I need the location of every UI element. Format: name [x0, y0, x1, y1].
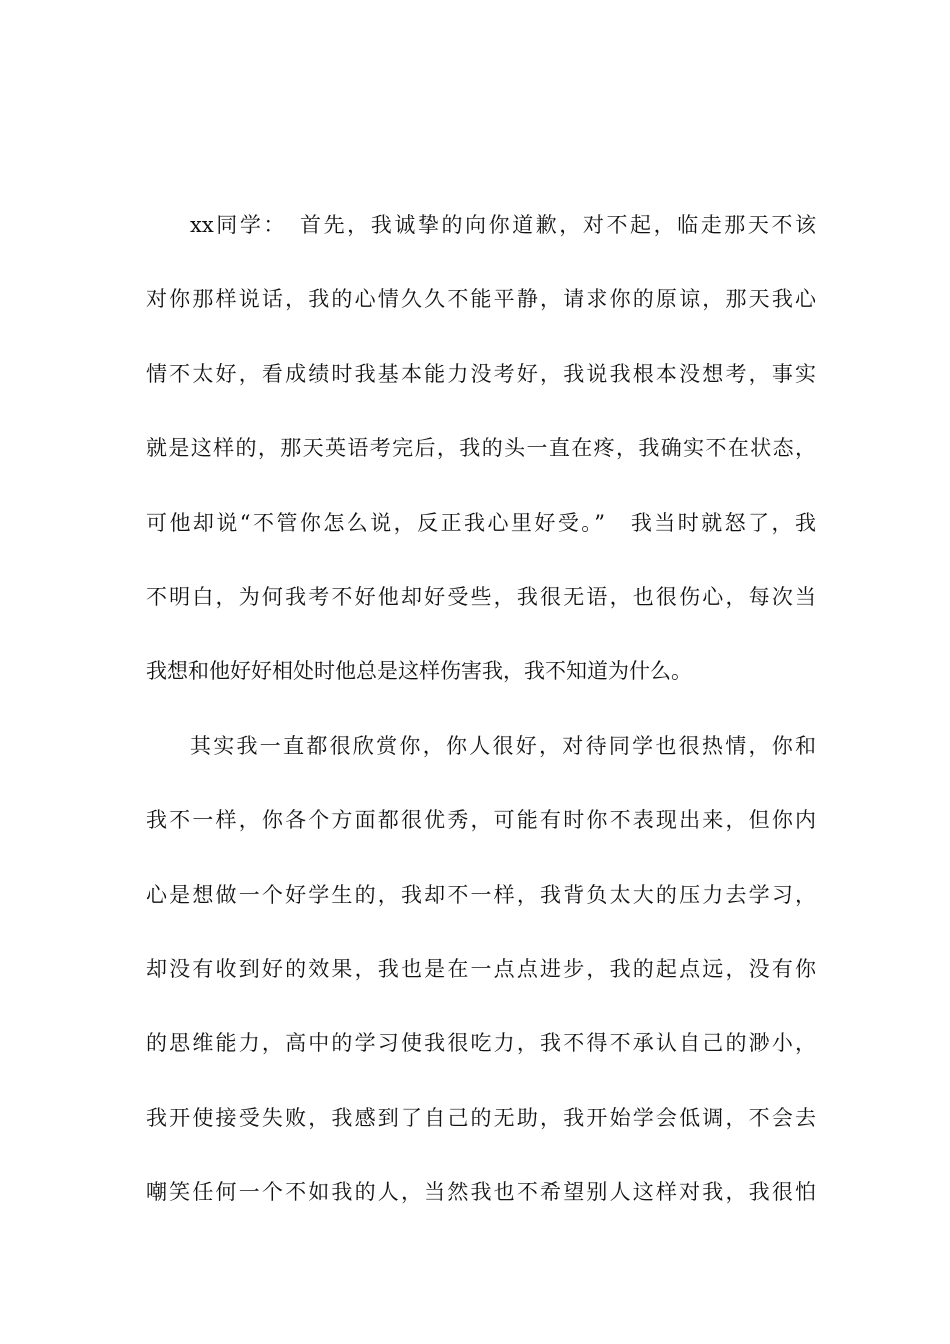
paragraph-1-line-7: 我想和他好好相处时他总是这样伤害我，我不知道为什么。 — [146, 659, 692, 684]
paragraph-1-line-2: 对你那样说话，我的心情久久不能平静，请求你的原谅，那天我心 — [146, 287, 816, 312]
paragraph-2-line-2: 我不一样，你各个方面都很优秀，可能有时你不表现出来，但你内 — [146, 808, 816, 833]
paragraph-2-line-5: 的思维能力，高中的学习使我很吃力，我不得不承认自己的渺小， — [146, 1031, 816, 1056]
paragraph-1-line-6: 不明白，为何我考不好他却好受些，我很无语，也很伤心，每次当 — [146, 584, 816, 609]
paragraph-1-line-5: 可他却说“不管你怎么说，反正我心里好受。” 我当时就怒了，我 — [146, 510, 816, 535]
paragraph-1-line-4: 就是这样的，那天英语考完后，我的头一直在疼，我确实不在状态， — [146, 436, 816, 461]
letter-body — [146, 207, 816, 1248]
paragraph-1-line-1: xx同学： 首先，我诚挚的向你道歉，对不起，临走那天不该 — [190, 213, 816, 237]
paragraph-2-line-1: 其实我一直都很欣赏你，你人很好，对待同学也很热情，你和 — [190, 733, 816, 758]
paragraph-2-line-7: 嘲笑任何一个不如我的人，当然我也不希望别人这样对我，我很怕 — [146, 1180, 816, 1205]
paragraph-2-line-4: 却没有收到好的效果，我也是在一点点进步，我的起点远，没有你 — [146, 956, 816, 981]
paragraph-1-line-3: 情不太好，看成绩时我基本能力没考好，我说我根本没想考，事实 — [146, 361, 816, 386]
paragraph-2-line-3: 心是想做一个好学生的，我却不一样，我背负太大的压力去学习， — [146, 882, 816, 907]
paragraph-2-line-6: 我开使接受失败，我感到了自己的无助，我开始学会低调，不会去 — [146, 1105, 816, 1130]
